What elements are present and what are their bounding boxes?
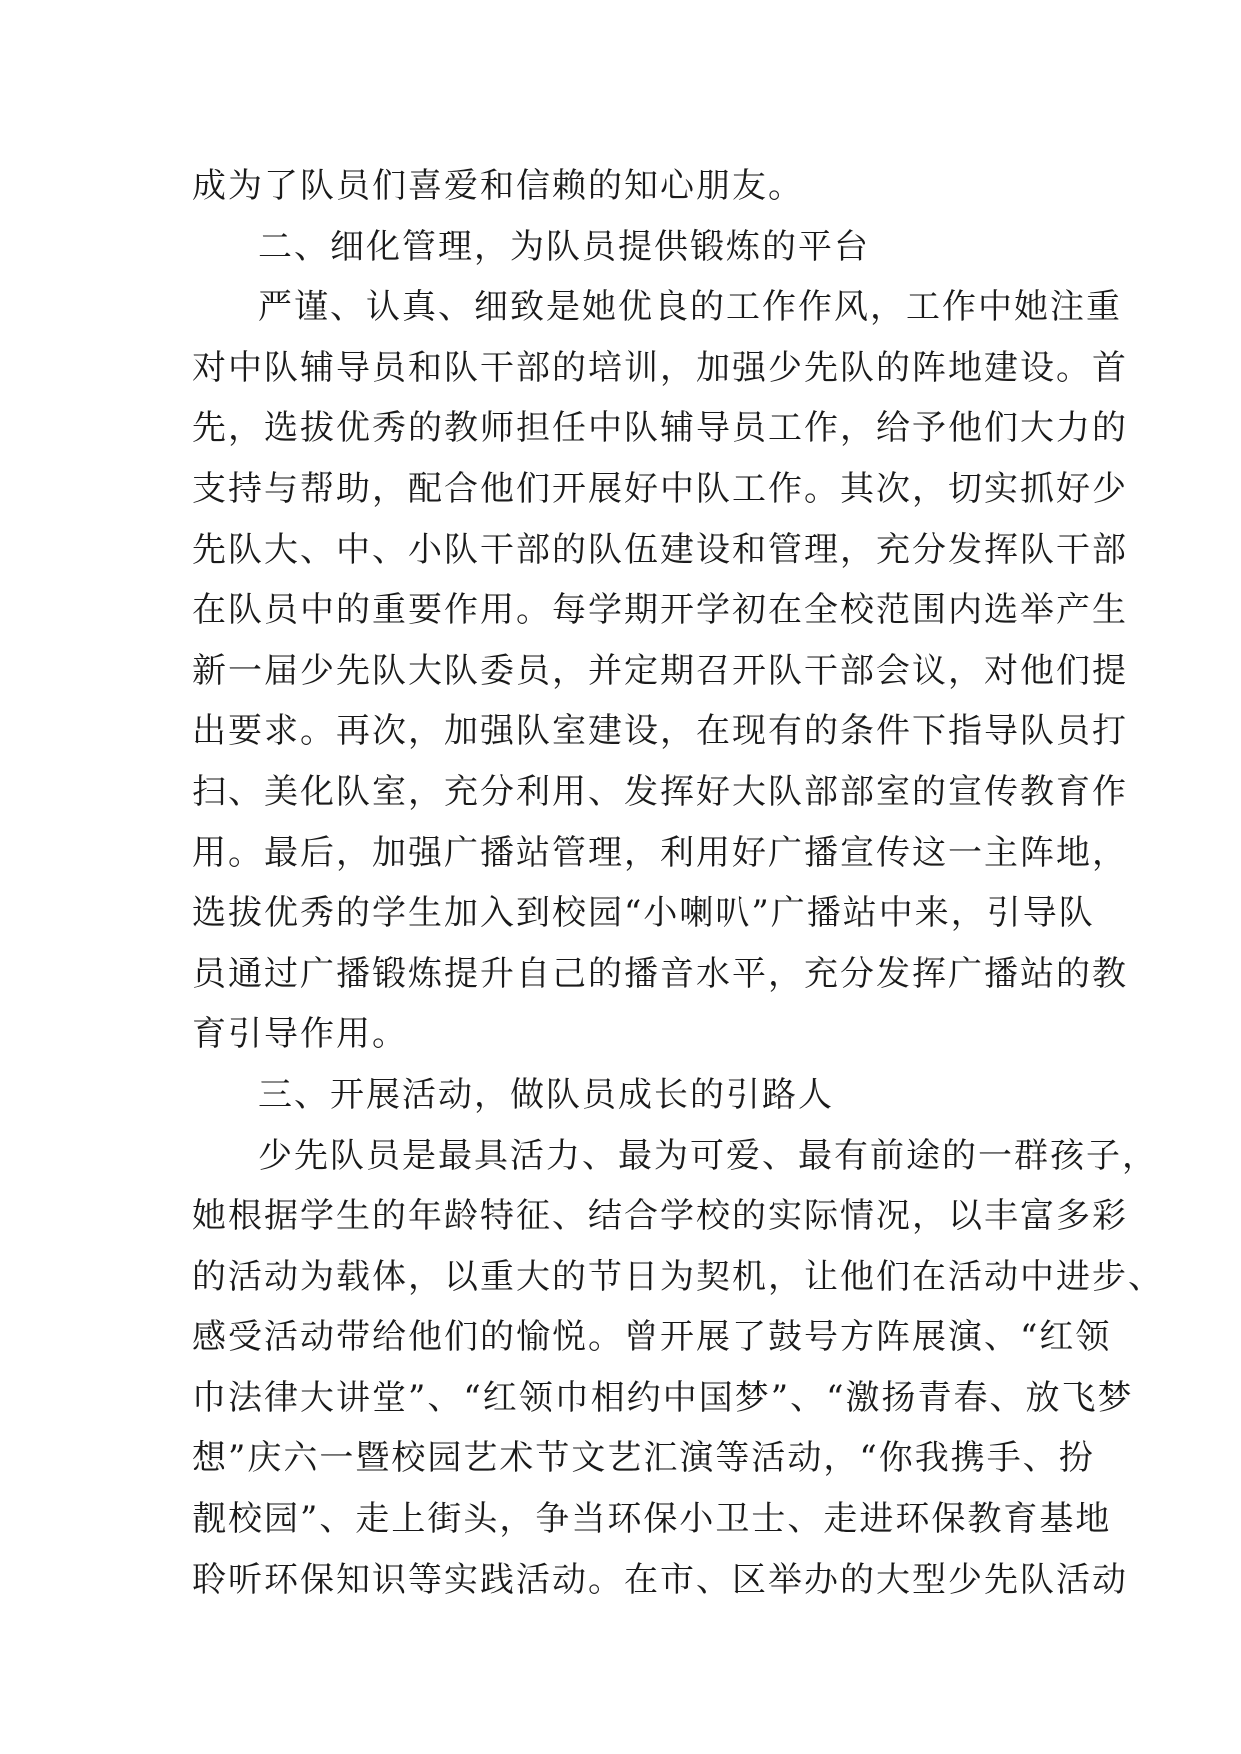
paragraph-line: 在队员中的重要作用。每学期开学初在全校范围内选举产生 bbox=[192, 590, 1128, 631]
paragraph-first-line: 少先队员是最具活力、最为可爱、最有前途的一群孩子， bbox=[258, 1135, 1158, 1176]
paragraph-last-line: 育引导作用。 bbox=[192, 1014, 408, 1055]
paragraph-line: 选拔优秀的学生加入到校园“小喇叭”广播站中来，引导队 bbox=[192, 893, 1095, 934]
paragraph-line: 扫、美化队室，充分利用、发挥好大队部部室的宣传教育作 bbox=[192, 771, 1128, 812]
paragraph-line: 出要求。再次，加强队室建设，在现有的条件下指导队员打 bbox=[192, 711, 1128, 752]
paragraph-line: 聆听环保知识等实践活动。在市、区举办的大型少先队活动 bbox=[192, 1559, 1128, 1600]
paragraph-line: 支持与帮助，配合他们开展好中队工作。其次，切实抓好少 bbox=[192, 468, 1128, 509]
paragraph-line: 用。最后，加强广播站管理，利用好广播宣传这一主阵地， bbox=[192, 832, 1128, 873]
paragraph-line: 的活动为载体，以重大的节日为契机，让他们在活动中进步、 bbox=[192, 1256, 1164, 1297]
paragraph-line: 感受活动带给他们的愉悦。曾开展了鼓号方阵展演、“红领 bbox=[192, 1317, 1112, 1358]
paragraph-line: 她根据学生的年龄特征、结合学校的实际情况，以丰富多彩 bbox=[192, 1196, 1128, 1237]
paragraph-line: 巾法律大讲堂”、“红领巾相约中国梦”、“激扬青春、放飞梦 bbox=[192, 1377, 1134, 1418]
paragraph-line: 想”庆六一暨校园艺术节文艺汇演等活动，“你我携手、扮 bbox=[192, 1438, 1095, 1479]
paragraph-line: 对中队辅导员和队干部的培训，加强少先队的阵地建设。首 bbox=[192, 347, 1128, 388]
paragraph-line: 员通过广播锻炼提升自己的播音水平，充分发挥广播站的教 bbox=[192, 953, 1128, 994]
paragraph-last-line: 成为了队员们喜爱和信赖的知心朋友。 bbox=[192, 166, 804, 206]
section-heading: 三、开展活动，做队员成长的引路人 bbox=[258, 1074, 834, 1115]
paragraph-line: 先队大、中、小队干部的队伍建设和管理，充分发挥队干部 bbox=[192, 529, 1128, 570]
paragraph-line: 新一届少先队大队委员，并定期召开队干部会议，对他们提 bbox=[192, 650, 1128, 691]
section-heading: 二、细化管理，为队员提供锻炼的平台 bbox=[258, 226, 870, 267]
paragraph-first-line: 严谨、认真、细致是她优良的工作作风，工作中她注重 bbox=[258, 287, 1122, 328]
document-body bbox=[192, 156, 1164, 1610]
paragraph-line: 先，选拔优秀的教师担任中队辅导员工作，给予他们大力的 bbox=[192, 408, 1128, 449]
paragraph-line: 靓校园”、走上街头，争当环保小卫士、走进环保教育基地 bbox=[192, 1499, 1112, 1540]
